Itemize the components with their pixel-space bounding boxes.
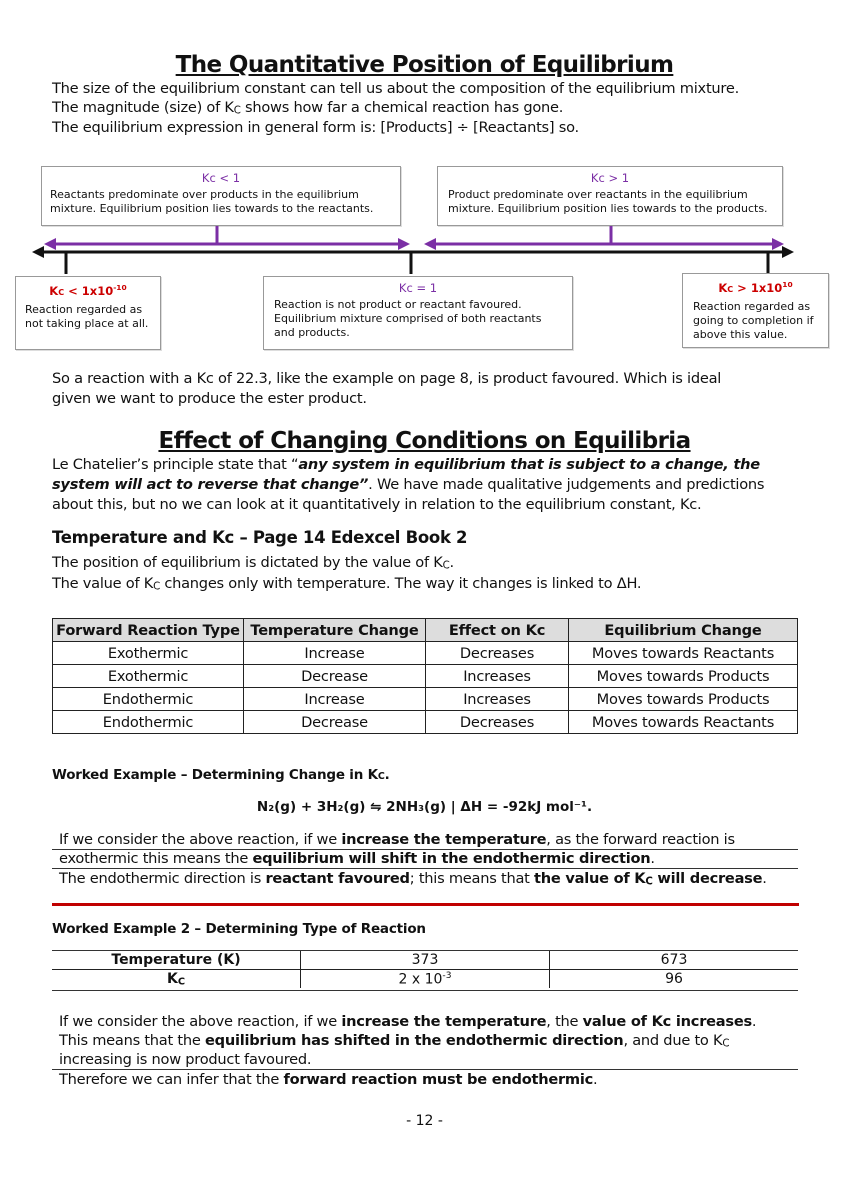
intro-line-2: The magnitude (size) of KC shows how far a chemical reaction has gone. (52, 99, 564, 117)
table-cell: 96 (665, 971, 683, 987)
table-cell: 673 (660, 952, 688, 968)
arrowhead-icon (398, 238, 410, 250)
lechatelier-line-1: Le Chatelier’s principle state that “any system in equilibrium that is subject to a change, the (52, 456, 760, 473)
rule-line (52, 990, 798, 991)
we1-line-2: exothermic this means the equilibrium will shift in the endothermic direction. (59, 850, 655, 867)
section-title-conditions: Effect of Changing Conditions on Equilibria (158, 428, 691, 454)
table-cell: Moves towards Reactants (569, 711, 798, 734)
we1-line-1: If we consider the above reaction, if we increase the temperature, as the forward reaction is (59, 831, 735, 848)
worked-example-1-heading: Worked Example – Determining Change in KC. (52, 767, 390, 783)
table-cell: Decreases (426, 711, 569, 734)
box-kc-less-than-1 (41, 166, 401, 226)
table-cell: Exothermic (53, 642, 244, 665)
table-header: Forward Reaction Type (53, 619, 244, 642)
box-kc-very-low-title: KC < $1x10^{-10}$ (49, 283, 127, 298)
box-kc-very-high-title: KC > $1x10^{10}$ (718, 280, 793, 295)
page-number: - 12 - (406, 1113, 443, 1129)
table-cell: 373 (301, 951, 550, 970)
we2-line-2: This means that the equilibrium has shifted in the endothermic direction, and due to KC (59, 1032, 730, 1050)
intro-line-1: The size of the equilibrium constant can tell us about the composition of the equilibrium mixture. (52, 80, 739, 97)
table-cell: Endothermic (53, 711, 244, 734)
table-cell: Increase (244, 688, 426, 711)
box-kc-greater-than-1-title: Kᴄ > 1 (590, 171, 630, 185)
example-kc-line-2: given we want to produce the ester product. (52, 390, 367, 407)
arrowhead-icon (32, 246, 44, 258)
temp-line-1: The position of equilibrium is dictated by the value of KC. (52, 554, 454, 572)
arrowhead-icon (782, 246, 794, 258)
we1-line-3: The endothermic direction is reactant favoured; this means that the value of KC will decrease. (59, 870, 767, 888)
intro-line-3: The equilibrium expression in general form is: [Products] ÷ [Reactants] so. (52, 119, 579, 136)
table-cell: Increases (426, 665, 569, 688)
red-divider (52, 903, 799, 906)
kc-temperature-table (52, 951, 798, 988)
table-header: Effect on Kc (426, 619, 569, 642)
box-text: not taking place at all. (25, 316, 149, 330)
kc-scale-axis (0, 220, 849, 280)
box-kc-greater-than-1 (437, 166, 783, 226)
we2-line-3: increasing is now product favoured. (59, 1051, 312, 1068)
we2-line-4: Therefore we can infer that the forward reaction must be endothermic. (59, 1071, 598, 1088)
page-title: The Quantitative Position of Equilibrium (175, 52, 674, 78)
box-text: Reactants predominate over products in the equilibrium (50, 188, 359, 201)
box-kc-equals-1-title: Kᴄ = 1 (398, 281, 438, 295)
box-text: Reaction regarded as (693, 299, 811, 313)
table-cell: Moves towards Products (569, 688, 798, 711)
reaction-equation: N₂(g) + 3H₂(g) ⇋ 2NH₃(g) | ΔH = -92kJ mol⁻¹. (256, 799, 593, 815)
lechatelier-line-3: about this, but no we can look at it quantitatively in relation to the equilibrium constant, Kc. (52, 496, 702, 513)
box-kc-less-than-1-title: Kᴄ < 1 (201, 171, 241, 185)
table-cell: Moves towards Products (569, 665, 798, 688)
box-text: Product predominate over reactants in the equilibrium (448, 188, 748, 201)
table-cell: KC (52, 970, 301, 989)
table-row (53, 665, 798, 688)
table-row (53, 642, 798, 665)
table-row (52, 970, 798, 989)
box-kc-very-low (15, 276, 161, 350)
box-text: Reaction is not product or reactant favoured. (274, 298, 522, 311)
table-cell: Decrease (244, 665, 426, 688)
arrowhead-icon (424, 238, 436, 250)
temperature-heading: Temperature and Kc – Page 14 Edexcel Book 2 (52, 528, 468, 547)
arrowhead-icon (44, 238, 56, 250)
box-text: above this value. (693, 327, 788, 341)
table-cell: Moves towards Reactants (569, 642, 798, 665)
table-cell: 2 x $10^{-3}$ (301, 970, 550, 989)
table-header: Equilibrium Change (569, 619, 798, 642)
box-kc-very-high (682, 273, 829, 348)
table-cell: Exothermic (53, 665, 244, 688)
example-kc-line-1: So a reaction with a Kc of 22.3, like the example on page 8, is product favoured. Which is ideal (52, 370, 722, 387)
table-cell: Decreases (426, 642, 569, 665)
table-row (53, 688, 798, 711)
table-header-row (53, 619, 798, 642)
box-text: mixture. Equilibrium position lies towards to the reactants. (50, 202, 374, 215)
table-header: Temperature Change (244, 619, 426, 642)
worked-example-2-heading: Worked Example 2 – Determining Type of Reaction (52, 921, 426, 937)
table-cell: Increases (426, 688, 569, 711)
table-row (53, 711, 798, 734)
box-text: Equilibrium mixture comprised of both reactants (274, 312, 542, 325)
box-kc-equals-1 (263, 276, 573, 350)
box-text: mixture. Equilibrium position lies towards to the products. (448, 202, 768, 215)
box-text: going to completion if (693, 313, 814, 327)
box-text: and products. (274, 326, 350, 339)
table-cell: Decrease (244, 711, 426, 734)
temperature-effect-table (52, 618, 798, 734)
we2-line-1: If we consider the above reaction, if we increase the temperature, the value of Kc increases. (59, 1013, 757, 1030)
box-text: Reaction regarded as (25, 302, 143, 316)
table-cell: Endothermic (53, 688, 244, 711)
lechatelier-line-2: system will act to reverse that change”. We have made qualitative judgements and predictions (52, 476, 765, 493)
table-cell: Increase (244, 642, 426, 665)
temp-line-2: The value of KC changes only with temperature. The way it changes is linked to ΔH. (52, 575, 642, 593)
table-row (52, 951, 798, 970)
table-cell: Temperature (K) (52, 951, 301, 970)
